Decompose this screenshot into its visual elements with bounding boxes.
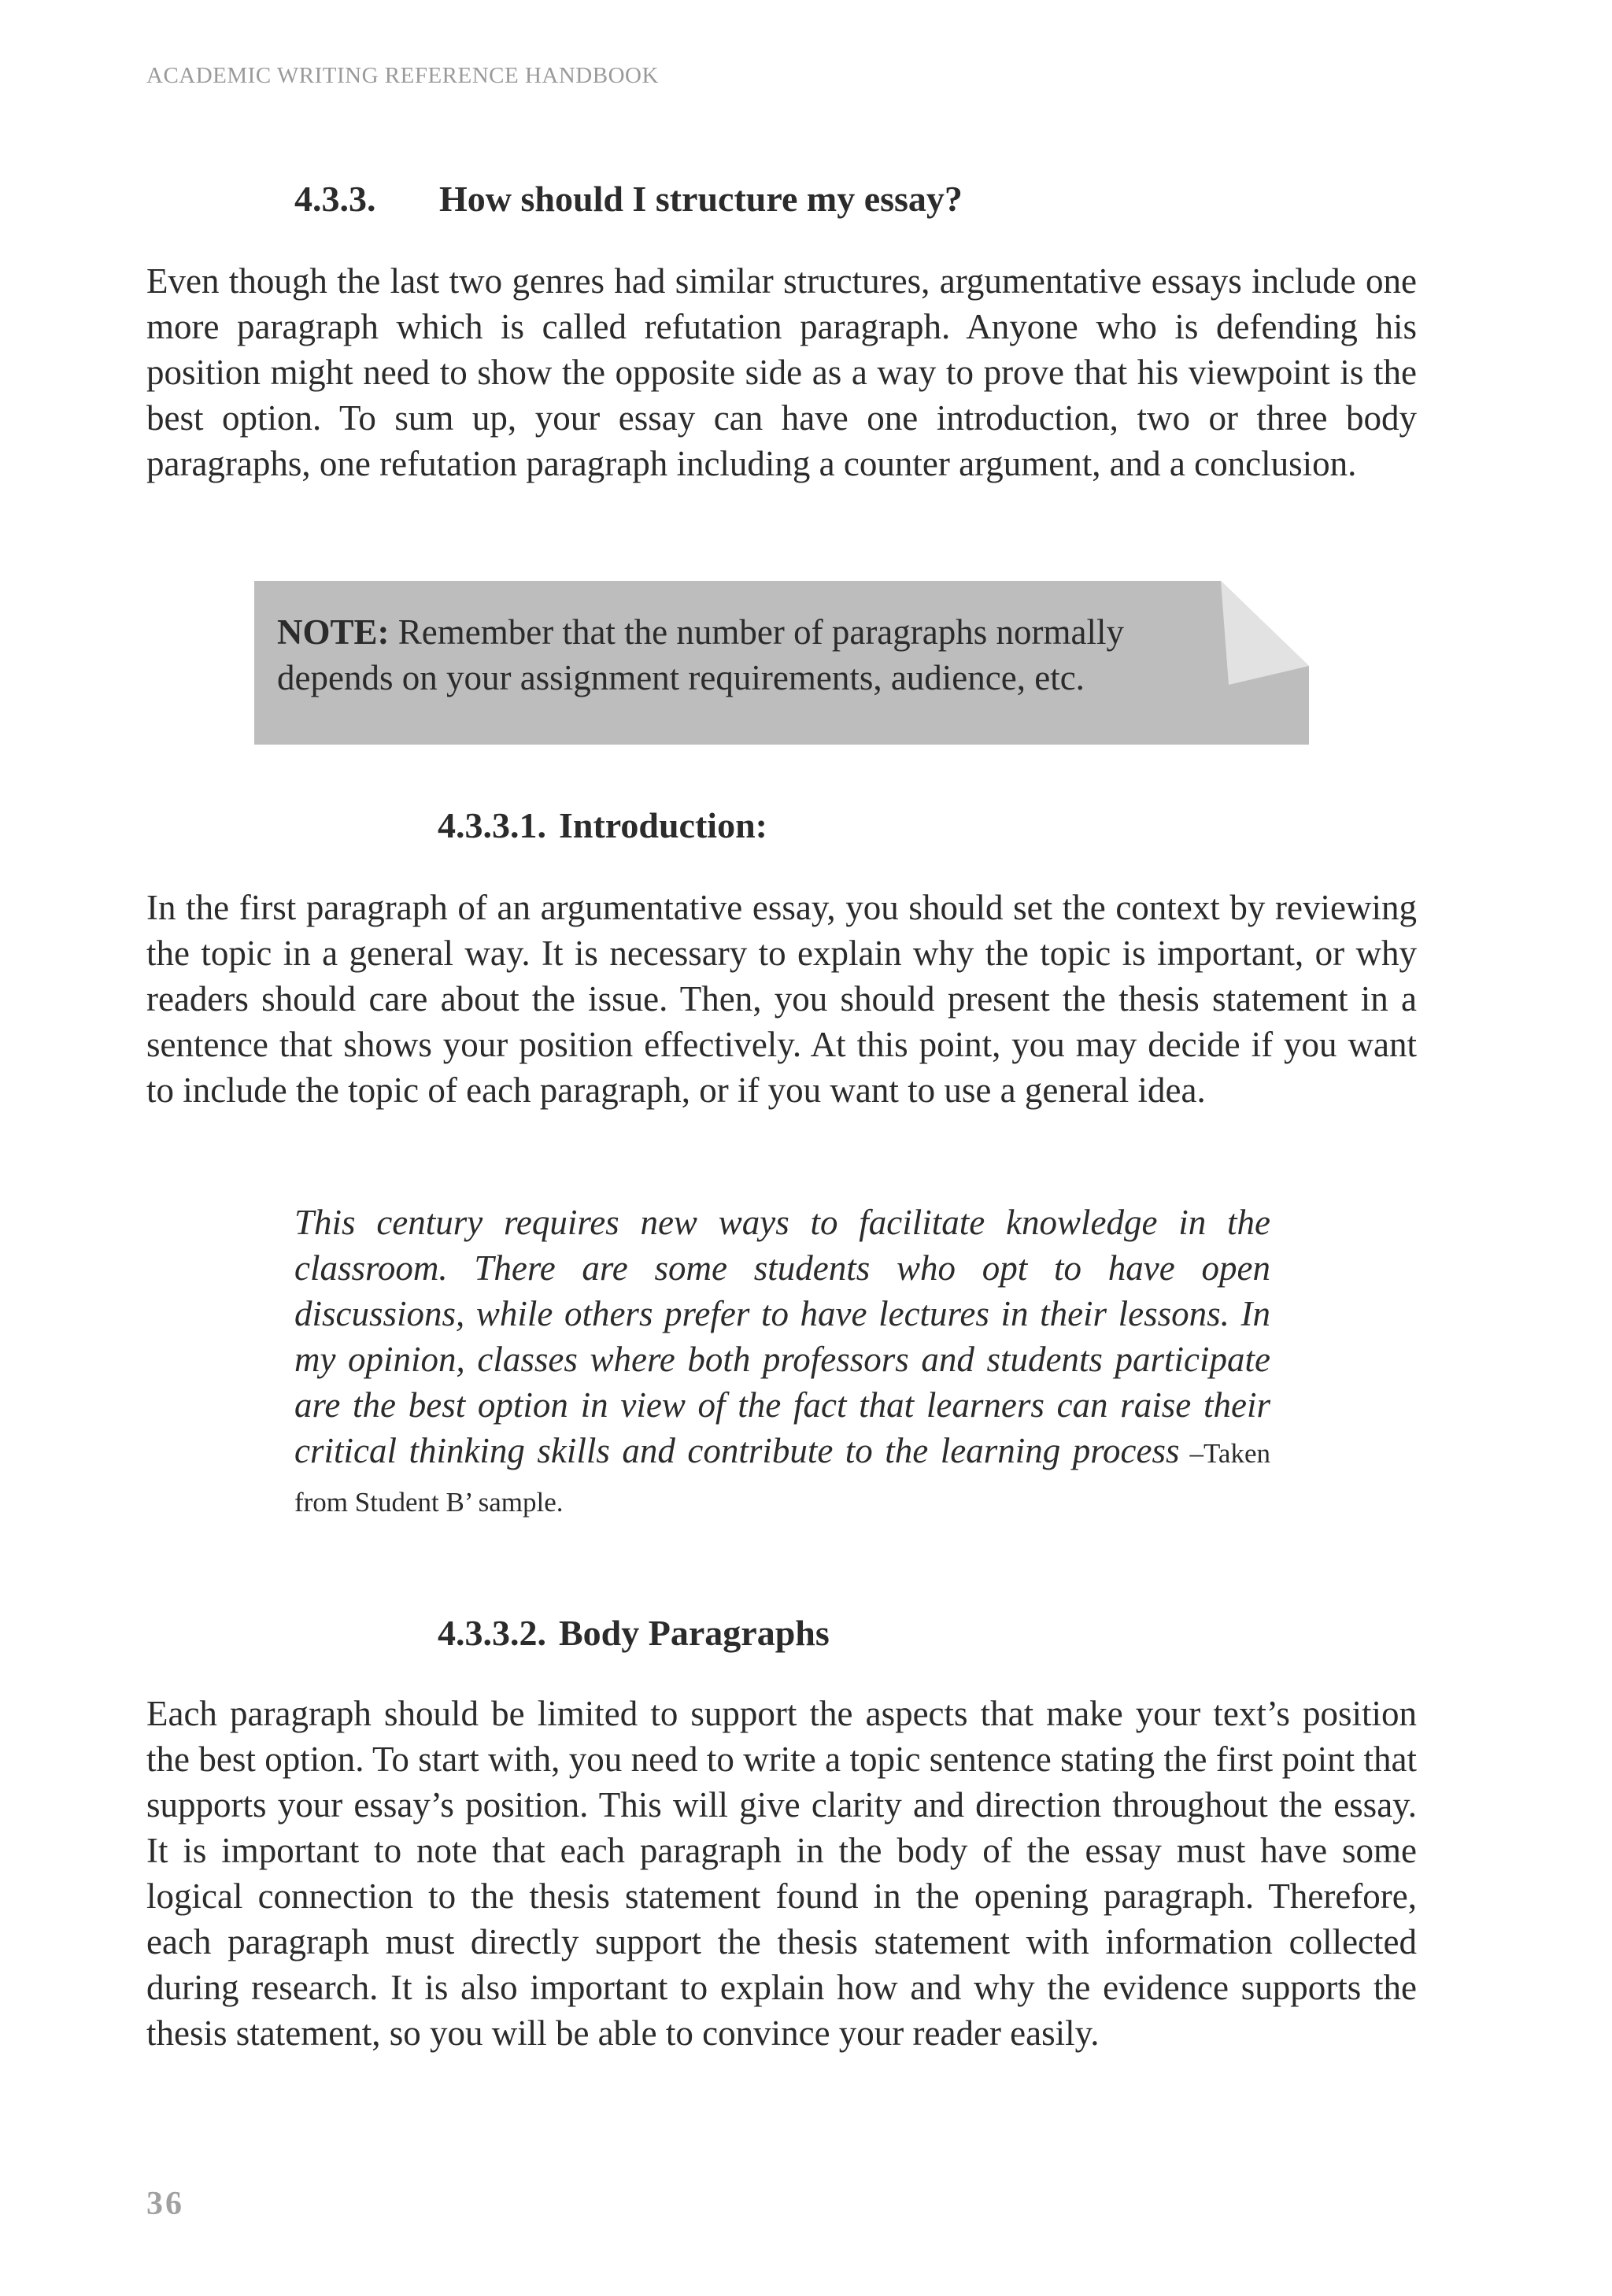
section-title: How should I structure my essay? xyxy=(439,179,963,219)
note-page-curl-icon xyxy=(1221,581,1309,685)
page-number: 36 xyxy=(146,2186,184,2222)
body-paragraphs-title: Body Paragraphs xyxy=(559,1613,830,1653)
introduction-paragraph: In the first paragraph of an argumentative essay, you should set the context by reviewing the topic in a general way. It is necessary to explain why the topic is important, or why readers should care about the issue. Then, you should present the thesis statement in a sentence that shows your position effectively. At this point, you may decide if you want to include the topic of each paragraph, or if you want to use a general idea. xyxy=(146,888,1417,1110)
example-text: This century requires new ways to facilitate knowledge in the classroom. There are some students who opt to have open discussions, while others prefer to have lectures in their lessons. In my opinion, classes where both professors and students participate are the best option in view of the fact that learners can raise their critical thinking skills and contribute to the learning process xyxy=(294,1203,1270,1470)
structure-paragraph: Even though the last two genres had similar structures, argumentative essays include one more paragraph which is called refutation paragraph. Anyone who is defending his position might need to show the opposite side as a way to prove that his viewpoint is the best option. To sum up, your essay can have one introduction, two or three body paragraphs, one refutation paragraph including a counter argument, and a conclusion. xyxy=(146,261,1417,483)
body-paragraphs-paragraph: Each paragraph should be limited to support the aspects that make your text’s position the best option. To start with, you need to write a topic sentence stating the first point that supports your essay’s position. This will give clarity and direction throughout the essay. It is important to note that each paragraph in the body of the essay must have some logical connection to the thesis statement found in the opening paragraph. Therefore, each paragraph must directly support the thesis statement with information collected during research. It is also important to explain how and why the evidence supports the thesis statement, so you will be able to convince your reader easily. xyxy=(146,1694,1417,2053)
note-text xyxy=(277,609,1214,701)
example-source: –Taken from Student B’ sample. xyxy=(294,1438,1270,1518)
introduction-title: Introduction: xyxy=(559,805,767,845)
introduction-heading xyxy=(438,804,767,846)
body-paragraphs-heading xyxy=(438,1612,830,1654)
section-number: 4.3.3. xyxy=(294,179,376,219)
running-header: ACADEMIC WRITING REFERENCE HANDBOOK xyxy=(146,63,659,88)
note-body: Remember that the number of paragraphs normally depends on your assignment requirements, audience, etc. xyxy=(277,612,1124,697)
section-heading xyxy=(294,178,963,220)
body-paragraphs-number: 4.3.3.2. xyxy=(438,1613,546,1653)
introduction-example-quote xyxy=(294,1200,1270,1525)
note-label: NOTE: xyxy=(277,612,390,652)
introduction-number: 4.3.3.1. xyxy=(438,805,546,845)
